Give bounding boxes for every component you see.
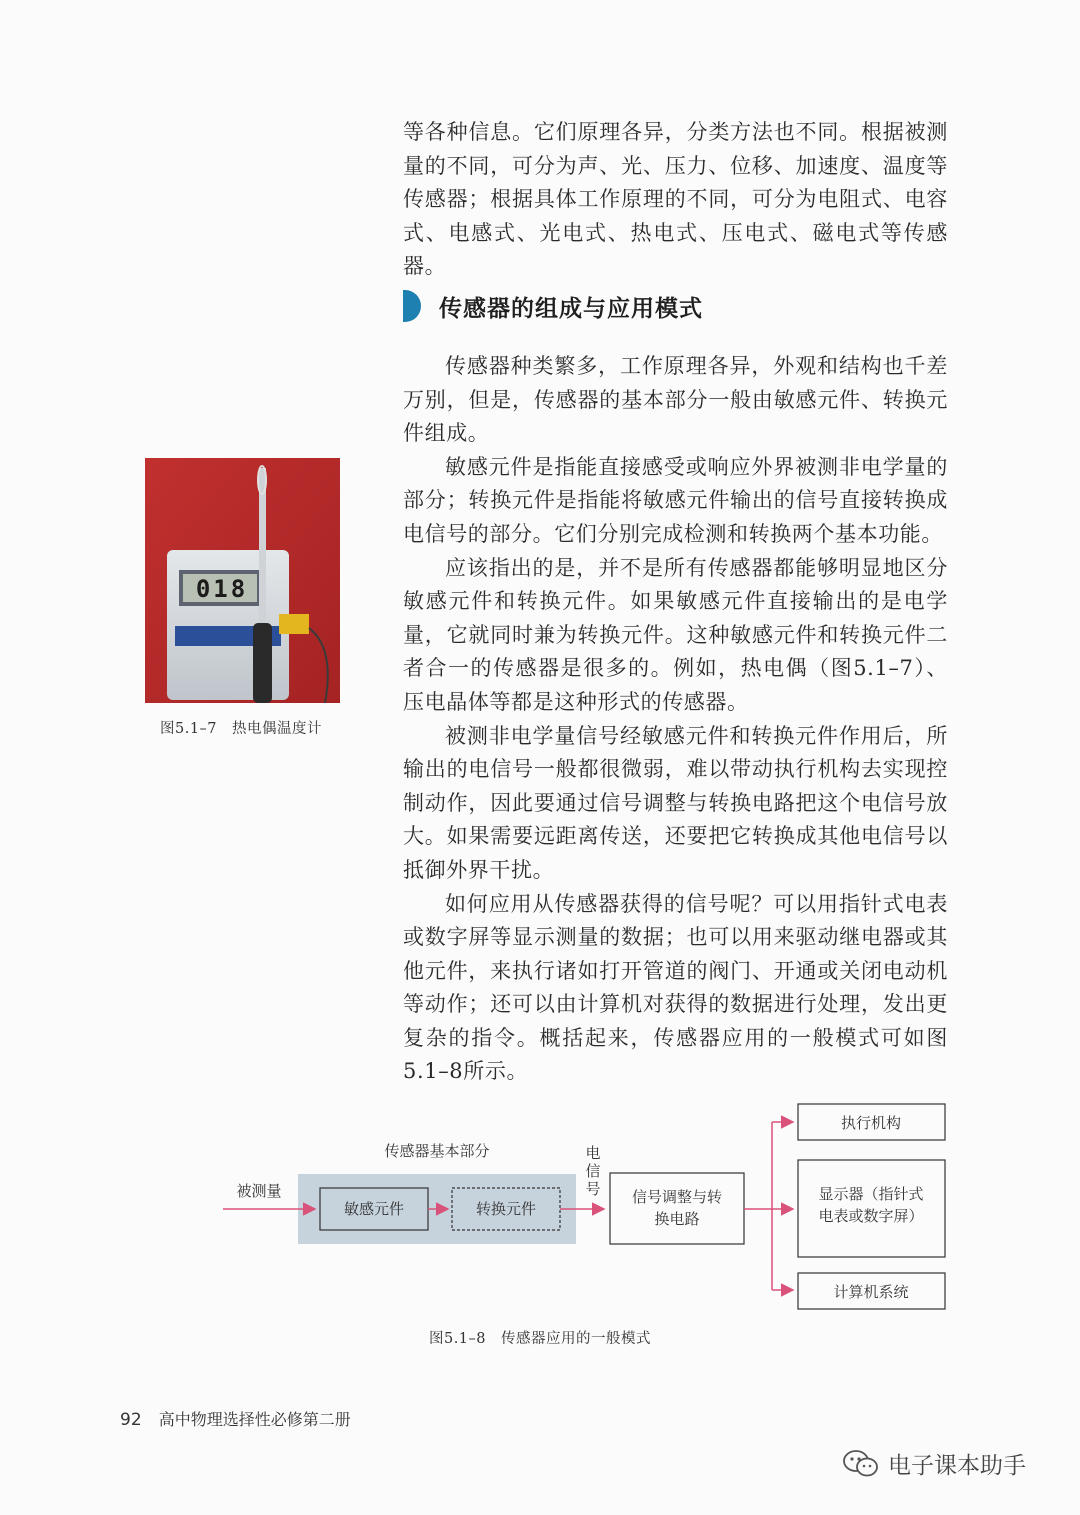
paragraph-signal-amplification: 被测非电学量信号经敏感元件和转换元件作用后，所输出的电信号一般都很微弱，难以带动执行机构去实现控制动作，因此要通过信号调整与转换电路把这个电信号放大。如果需要远距离传送，还要把它转换成其他电信号以抵御外界干扰。 <box>403 723 948 882</box>
signal-label-3: 号 <box>585 1180 601 1198</box>
figure-7-caption: 图5.1–7 热电偶温度计 <box>160 721 323 737</box>
page-number: 92 <box>120 1410 142 1430</box>
thermometer-photo <box>145 458 340 703</box>
book-title: 高中物理选择性必修第二册 <box>158 1410 351 1429</box>
section-heading <box>403 286 703 326</box>
paragraph-elements-definition: 敏感元件是指能直接感受或响应外界被测非电学量的部分；转换元件是指能将敏感元件输出的信号直接转换成电信号的部分。它们分别完成检测和转换两个基本功能。 <box>403 454 948 546</box>
computer-label: 计算机系统 <box>833 1283 909 1301</box>
sensor-application-diagram <box>215 1098 955 1318</box>
conversion-element-label: 转换元件 <box>475 1200 537 1218</box>
watermark <box>842 1447 1026 1480</box>
actuator-label: 执行机构 <box>840 1114 902 1132</box>
lcd-reading: 018 <box>195 575 249 603</box>
sensitive-element-label: 敏感元件 <box>343 1200 405 1218</box>
display-label-2: 电表或数字屏） <box>818 1207 924 1225</box>
conditioning-circuit-box <box>610 1173 744 1244</box>
page-footer <box>120 1407 351 1430</box>
intro-paragraph: 等各种信息。它们原理各异，分类方法也不同。根据被测量的不同，可分为声、光、压力、位移、加速度、温度等传感器；根据具体工作原理的不同，可分为电阻式、电容式、电感式、光电式、热电式、压电式、磁电式等传感器。 <box>403 120 948 279</box>
paragraph-combined-elements: 应该指出的是，并不是所有传感器都能够明显地区分敏感元件和转换元件。如果敏感元件直接输出的是电学量，它就同时兼为转换元件。这种敏感元件和转换元件二者合一的传感器是很多的。例如，热电偶（图5.1–7）、压电晶体等都是这种形式的传感器。 <box>403 555 948 714</box>
heading-marker-icon <box>403 290 421 322</box>
sensor-group-label: 传感器基本部分 <box>384 1142 490 1160</box>
paragraph-application-mode: 如何应用从传感器获得的信号呢？可以用指针式电表或数字屏等显示测量的数据；也可以用来驱动继电器或其他元件，来执行诸如打开管道的阀门、开通或关闭电动机等动作；还可以由计算机对获得的数据进行处理，发出更复杂的指令。概括起来，传感器应用的一般模式可如图5.1–8所示。 <box>403 891 948 1084</box>
body-text <box>403 350 948 1089</box>
display-label-1: 显示器（指针式 <box>818 1185 924 1203</box>
conditioning-circuit-label-1: 信号调整与转 <box>631 1188 723 1206</box>
signal-label-2: 信 <box>585 1162 601 1180</box>
signal-label-1: 电 <box>585 1144 601 1162</box>
input-label: 被测量 <box>236 1182 282 1200</box>
conditioning-circuit-label-2: 换电路 <box>654 1210 700 1228</box>
wechat-icon <box>842 1448 880 1480</box>
paragraph-composition: 传感器种类繁多，工作原理各异，外观和结构也千差万别，但是，传感器的基本部分一般由敏感元件、转换元件组成。 <box>403 354 948 446</box>
figure-8-caption: 图5.1–8 传感器应用的一般模式 <box>428 1331 652 1347</box>
watermark-text: 电子课本助手 <box>888 1453 1026 1479</box>
section-heading-text: 传感器的组成与应用模式 <box>439 295 703 322</box>
